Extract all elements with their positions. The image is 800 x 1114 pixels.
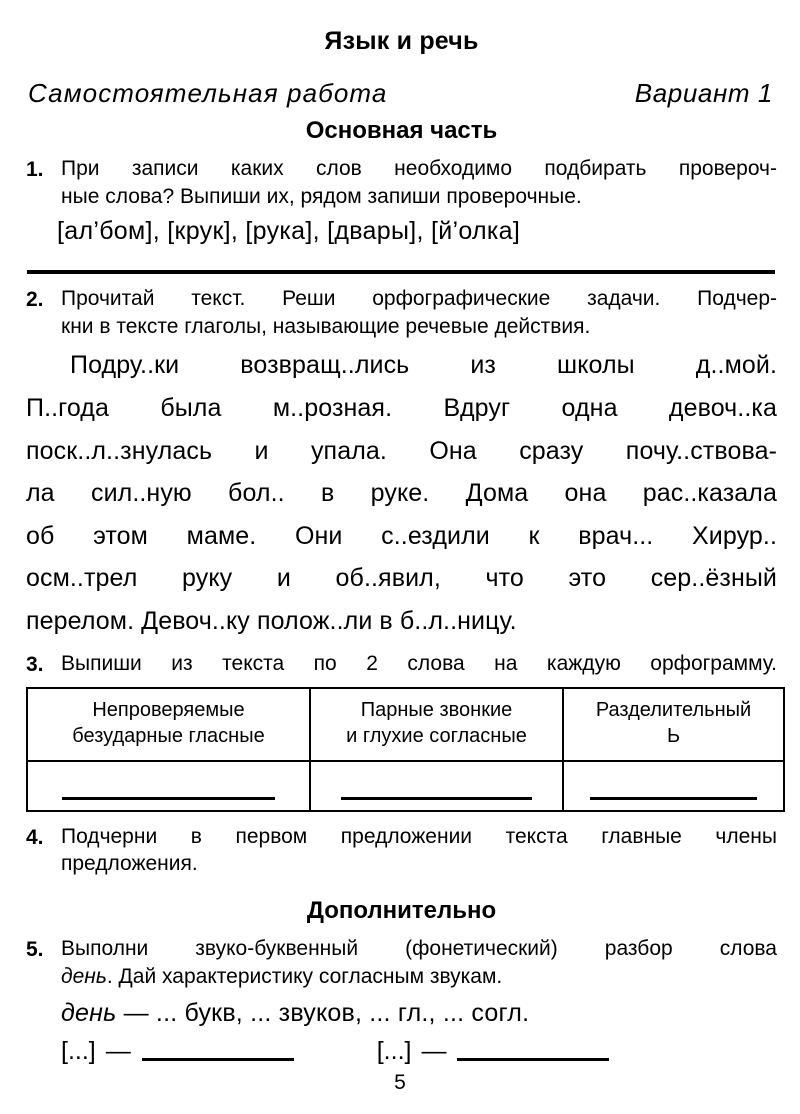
task-5-write-line-2[interactable] — [457, 1058, 609, 1061]
table-header-2-line-1: Парные звонкие — [360, 699, 513, 722]
table-header-row — [27, 688, 784, 760]
task-5-analysis-rest: — ... букв, ... звуков, ... гл., ... согл. — [116, 998, 530, 1027]
task-5-word-italic: день — [61, 965, 107, 989]
task-5-number: 5. — [26, 938, 44, 962]
task-3-line-1: Выпиши из текста по 2 слова на каждую орфограмму. — [61, 651, 777, 675]
task-1-number: 1. — [26, 157, 44, 181]
variant-label: Вариант 1 — [634, 77, 773, 108]
table-header-1-line-2: безударные гласные — [72, 724, 265, 747]
task-5-body — [61, 935, 777, 1067]
task-2-story — [26, 349, 777, 638]
story-line-2: П..года была м..розная. Вдруг одна девоч..ка — [26, 393, 777, 422]
task-1-phonetic-words: [ал’бом], [крук], [рука], [двары], [й’олка] — [57, 217, 521, 246]
task-3-number: 3. — [26, 652, 44, 676]
table-header-cell-2 — [310, 688, 563, 760]
main-section-heading: Основная часть — [305, 116, 498, 144]
section-divider — [27, 270, 775, 274]
task-1-line-2: ные слова? Выпиши их, рядом запиши проверочные. — [61, 184, 582, 208]
task-1-line-1: При записи каких слов необходимо подбирать провероч- — [61, 156, 777, 180]
task-2 — [26, 285, 777, 340]
task-5-line-2-rest: . Дай характеристику согласным звукам. — [106, 965, 503, 989]
answer-write-line-1 — [62, 797, 276, 800]
story-line-7: перелом. Девоч..ку полож..ли в б..л..ницу. — [26, 607, 517, 636]
task-5-blank-pair-1 — [61, 1036, 294, 1067]
task-4-body — [61, 823, 777, 878]
task-3 — [26, 650, 777, 679]
task-1 — [26, 155, 777, 248]
task-3-body — [61, 650, 777, 678]
task-2-body — [61, 285, 777, 340]
task-5-dash-2: — — [421, 1037, 447, 1066]
table-header-3-line-2: Ь — [666, 724, 681, 747]
task-5-line-1: Выполни звуко-буквенный (фонетический) разбор слова — [61, 937, 777, 961]
subtitle-row — [26, 78, 777, 109]
task-5-bracket-1: [...] — [61, 1037, 96, 1066]
task-4-line-2: предложения. — [61, 852, 198, 876]
task-5-blank-row — [61, 1036, 777, 1067]
task-2-number: 2. — [26, 287, 44, 311]
table-header-2-line-2: и глухие согласные — [346, 724, 527, 747]
table-header-1-line-1: Непроверяемые — [92, 699, 245, 722]
task-5-analysis-line — [61, 997, 777, 1030]
extra-section-heading: Дополнительно — [306, 896, 497, 924]
orthogram-table — [26, 687, 785, 811]
table-header-cell-1 — [27, 688, 310, 760]
answer-cell-1[interactable] — [27, 761, 310, 811]
task-1-body — [57, 155, 777, 248]
story-line-5: об этом маме. Они с..ездили к врач... Хирур.. — [26, 521, 777, 550]
story-line-4: ла сил..ную бол.. в руке. Дома она рас..казала — [26, 479, 777, 508]
task-4 — [26, 823, 777, 878]
table-header-cell-3 — [563, 688, 784, 760]
task-5-blank-pair-2 — [377, 1036, 610, 1067]
table-header-3-line-1: Разделительный — [595, 699, 752, 722]
task-5-analysis-word: день — [61, 998, 117, 1027]
story-line-6: осм..трел руку и об..явил, что это сер..ёзный — [26, 564, 777, 593]
answer-cell-3[interactable] — [563, 761, 784, 811]
answer-write-line-3 — [590, 797, 756, 800]
task-5-dash-1: — — [105, 1037, 131, 1066]
table-row — [27, 761, 784, 811]
task-4-line-1: Подчерни в первом предложении текста главные члены — [61, 824, 777, 848]
task-5-bracket-2: [...] — [376, 1037, 412, 1066]
page-title: Язык и речь — [324, 27, 479, 55]
page-number: 5 — [394, 1071, 406, 1094]
task-2-line-1: Прочитай текст. Реши орфографические задачи. Подчер- — [61, 286, 777, 310]
task-2-line-2: кни в тексте глаголы, называющие речевые действия. — [61, 314, 591, 338]
task-5 — [26, 935, 777, 1067]
story-line-1: Подру..ки возвращ..лись из школы д..мой. — [70, 351, 777, 380]
story-line-3: поск..л..знулась и упала. Она сразу почу..ствова- — [26, 436, 777, 465]
task-5-line-2 — [61, 963, 777, 991]
answer-write-line-2 — [341, 797, 532, 800]
task-5-write-line-1[interactable] — [142, 1058, 294, 1061]
task-4-number: 4. — [26, 825, 44, 849]
worksheet-label: Самостоятельная работа — [28, 77, 388, 108]
answer-cell-2[interactable] — [310, 761, 563, 811]
